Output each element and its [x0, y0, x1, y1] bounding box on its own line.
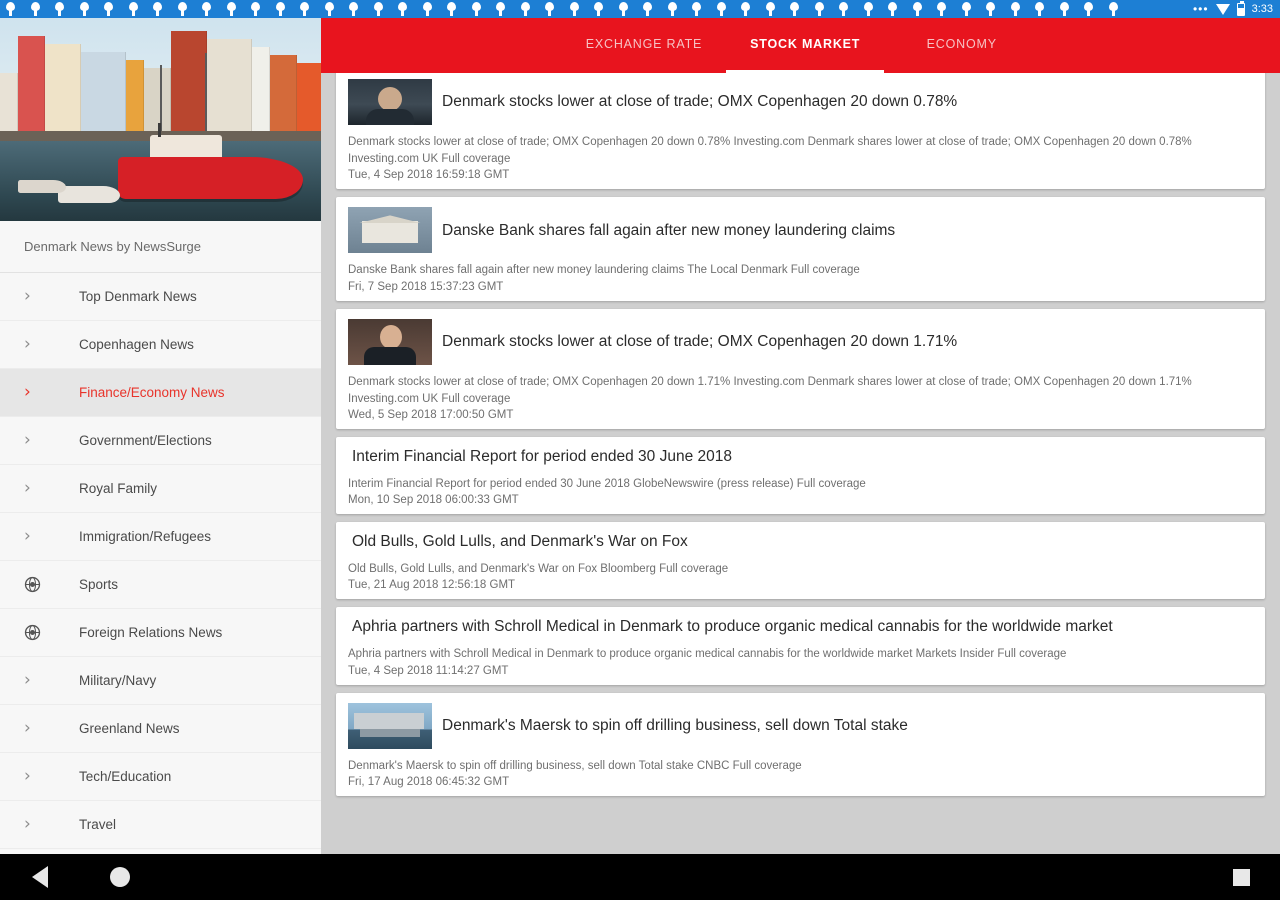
article-summary: Aphria partners with Schroll Medical in Denmark to produce organic medical cannabis for the worldwide market Markets Insider Full coverage [348, 647, 1067, 660]
pin-icon [619, 2, 628, 16]
dinghy [58, 186, 120, 203]
article-date: Tue, 21 Aug 2018 12:56:18 GMT [348, 579, 516, 592]
red-boat [118, 157, 303, 199]
ellipsis-icon: ••• [1192, 2, 1209, 16]
home-circle-icon[interactable] [110, 867, 130, 887]
news-card[interactable] [336, 693, 1265, 797]
chevron-right-icon: › [24, 430, 31, 450]
notification-icons [0, 0, 1193, 18]
sidebar-item-military-navy[interactable] [0, 657, 321, 705]
pin-icon [496, 2, 505, 16]
tab-bar [562, 18, 1040, 73]
harbour-house [18, 36, 45, 143]
pin-icon [129, 2, 138, 16]
pin-icon [766, 2, 775, 16]
app-bar [321, 18, 1280, 73]
article-headline[interactable]: Old Bulls, Gold Lulls, and Denmark's War on Fox [352, 533, 688, 551]
pin-icon [300, 2, 309, 16]
chevron-right-icon: › [24, 478, 31, 498]
news-card[interactable] [336, 607, 1265, 684]
pin-icon [276, 2, 285, 16]
pin-icon [6, 2, 15, 16]
dinghy [18, 180, 66, 193]
pin-icon [864, 2, 873, 16]
article-headline[interactable]: Denmark stocks lower at close of trade; OMX Copenhagen 20 down 0.78% [442, 93, 958, 111]
tab-exchange-rate[interactable]: EXCHANGE RATE [585, 37, 703, 51]
navigation-drawer [0, 18, 321, 854]
pin-icon [1084, 2, 1093, 16]
pin-icon [790, 2, 799, 16]
harbour-house [207, 39, 252, 143]
sidebar-item-immigration-refugees[interactable] [0, 513, 321, 561]
pin-icon [31, 2, 40, 16]
sidebar-item-tech-education[interactable] [0, 753, 321, 801]
pin-icon [888, 2, 897, 16]
pin-icon [251, 2, 260, 16]
pin-icon [692, 2, 701, 16]
article-thumbnail [348, 703, 432, 749]
pin-icon [521, 2, 530, 16]
chevron-right-icon: › [24, 670, 31, 690]
sidebar-item-label: Travel [79, 817, 117, 832]
article-summary: Denmark's Maersk to spin off drilling business, sell down Total stake CNBC Full coverage [348, 759, 802, 772]
chevron-right-icon: › [24, 382, 31, 402]
article-date: Fri, 17 Aug 2018 06:45:32 GMT [348, 776, 510, 789]
sidebar-item-label: Finance/Economy News [79, 385, 225, 400]
sidebar-item-sports[interactable] [0, 561, 321, 609]
drawer-header-image [0, 18, 321, 221]
article-date: Mon, 10 Sep 2018 06:00:33 GMT [348, 494, 519, 507]
battery-icon [1237, 3, 1245, 16]
sidebar-item-finance-economy-news[interactable] [0, 369, 321, 417]
chevron-right-icon: › [24, 718, 31, 738]
pin-icon [80, 2, 89, 16]
chevron-right-icon: › [24, 286, 31, 306]
sidebar-item-travel[interactable] [0, 801, 321, 849]
news-card[interactable] [336, 522, 1265, 599]
pin-icon [325, 2, 334, 16]
news-card[interactable] [336, 309, 1265, 429]
chevron-right-icon: › [24, 814, 31, 834]
status-bar [0, 0, 1280, 18]
pin-icon [1011, 2, 1020, 16]
pin-icon [423, 2, 432, 16]
tab-economy[interactable]: ECONOMY [926, 37, 997, 51]
article-date: Wed, 5 Sep 2018 17:00:50 GMT [348, 409, 514, 422]
pin-icon [839, 2, 848, 16]
pin-icon [447, 2, 456, 16]
pin-icon [1109, 2, 1118, 16]
article-thumbnail [348, 207, 432, 253]
pin-icon [227, 2, 236, 16]
sidebar-item-government-elections[interactable] [0, 417, 321, 465]
pin-icon [374, 2, 383, 16]
system-navigation-bar [0, 854, 1280, 900]
article-headline[interactable]: Aphria partners with Schroll Medical in Denmark to produce organic medical cannabis for the worldwide market [352, 618, 1113, 636]
article-summary: Denmark stocks lower at close of trade; OMX Copenhagen 20 down 0.78% Investing.com Denmark shares lower at close of trade; OMX Copenhagen 20 down 0.78% Investing.com UK Full coverage [348, 136, 1192, 165]
harbour-house [45, 44, 81, 143]
sidebar-item-label: Tech/Education [79, 769, 172, 784]
article-summary: Interim Financial Report for period ended 30 June 2018 GlobeNewswire (press release) Full coverage [348, 477, 866, 490]
sidebar-item-label: Top Denmark News [79, 289, 197, 304]
news-card-header [348, 532, 1253, 551]
sidebar-item-label: Copenhagen News [79, 337, 194, 352]
sidebar-item-foreign-relations-news[interactable] [0, 609, 321, 657]
sidebar-nav-list [0, 273, 321, 854]
news-card[interactable] [336, 437, 1265, 514]
wifi-icon [1216, 4, 1230, 15]
pin-icon [178, 2, 187, 16]
harbour-house [270, 55, 297, 143]
news-card-header [348, 319, 1253, 365]
news-feed[interactable] [321, 73, 1280, 854]
article-summary: Danske Bank shares fall again after new money laundering claims The Local Denmark Full coverage [348, 264, 860, 277]
chevron-right-icon: › [24, 526, 31, 546]
sidebar-item-label: Greenland News [79, 721, 180, 736]
harbour-house [171, 31, 207, 143]
pin-icon [815, 2, 824, 16]
clock-label: 3:33 [1251, 3, 1273, 15]
pin-icon [55, 2, 64, 16]
harbour-house [81, 52, 126, 143]
news-card-header [348, 447, 1253, 466]
article-date: Fri, 7 Sep 2018 15:37:23 GMT [348, 281, 504, 294]
article-date: Tue, 4 Sep 2018 16:59:18 GMT [348, 169, 510, 182]
article-thumbnail [348, 79, 432, 125]
drawer-title: Denmark News by NewsSurge [0, 221, 321, 273]
pin-icon [202, 2, 211, 16]
article-date: Tue, 4 Sep 2018 11:14:27 GMT [348, 664, 509, 677]
back-triangle-icon[interactable] [32, 866, 48, 888]
sidebar-item-royal-family[interactable] [0, 465, 321, 513]
pin-icon [398, 2, 407, 16]
article-thumbnail [348, 319, 432, 365]
article-summary: Old Bulls, Gold Lulls, and Denmark's War on Fox Bloomberg Full coverage [348, 562, 729, 575]
pin-icon [472, 2, 481, 16]
sidebar-item-label: Sports [79, 577, 119, 592]
pin-icon [153, 2, 162, 16]
harbour-house [252, 47, 270, 143]
sidebar-item-label: Government/Elections [79, 433, 212, 448]
pin-icon [104, 2, 113, 16]
pin-icon [545, 2, 554, 16]
pin-icon [913, 2, 922, 16]
article-headline[interactable]: Danske Bank shares fall again after new money laundering claims [442, 221, 896, 239]
pin-icon [349, 2, 358, 16]
sidebar-item-label: Military/Navy [79, 673, 157, 688]
pin-icon [643, 2, 652, 16]
pin-icon [962, 2, 971, 16]
article-headline[interactable]: Interim Financial Report for period ended 30 June 2018 [352, 448, 732, 466]
news-card-header [348, 703, 1253, 749]
mast-icon [160, 65, 162, 131]
recents-square-icon[interactable] [1233, 869, 1250, 886]
sidebar-item-copenhagen-news[interactable] [0, 321, 321, 369]
status-bar-right [1193, 3, 1280, 16]
sidebar-item-greenland-news[interactable] [0, 705, 321, 753]
pin-icon [1035, 2, 1044, 16]
news-card-header [348, 207, 1253, 253]
globe-icon [24, 624, 48, 641]
sidebar-item-top-denmark-news[interactable] [0, 273, 321, 321]
news-card-header [348, 617, 1253, 636]
article-headline[interactable]: Denmark stocks lower at close of trade; OMX Copenhagen 20 down 1.71% [442, 333, 958, 351]
tab-stock-market[interactable]: STOCK MARKET [726, 18, 884, 73]
sidebar-item-label: Immigration/Refugees [79, 529, 212, 544]
mast-icon [205, 53, 207, 131]
globe-icon [24, 576, 48, 593]
sidebar-item-label: Foreign Relations News [79, 625, 223, 640]
article-headline[interactable]: Denmark's Maersk to spin off drilling business, sell down Total stake [442, 716, 908, 734]
pin-icon [937, 2, 946, 16]
pin-icon [594, 2, 603, 16]
pin-icon [741, 2, 750, 16]
chevron-right-icon: › [24, 766, 31, 786]
news-card[interactable] [336, 197, 1265, 301]
article-summary: Denmark stocks lower at close of trade; OMX Copenhagen 20 down 1.71% Investing.com Denmark shares lower at close of trade; OMX Copenhagen 20 down 1.71% Investing.com UK Full coverage [348, 376, 1192, 405]
pin-icon [668, 2, 677, 16]
news-card-header [348, 79, 1253, 125]
pin-icon [986, 2, 995, 16]
pin-icon [1060, 2, 1069, 16]
pin-icon [570, 2, 579, 16]
pin-icon [717, 2, 726, 16]
sidebar-item-label: Royal Family [79, 481, 158, 496]
news-card[interactable] [336, 73, 1265, 189]
chevron-right-icon: › [24, 334, 31, 354]
main-content [321, 18, 1280, 854]
